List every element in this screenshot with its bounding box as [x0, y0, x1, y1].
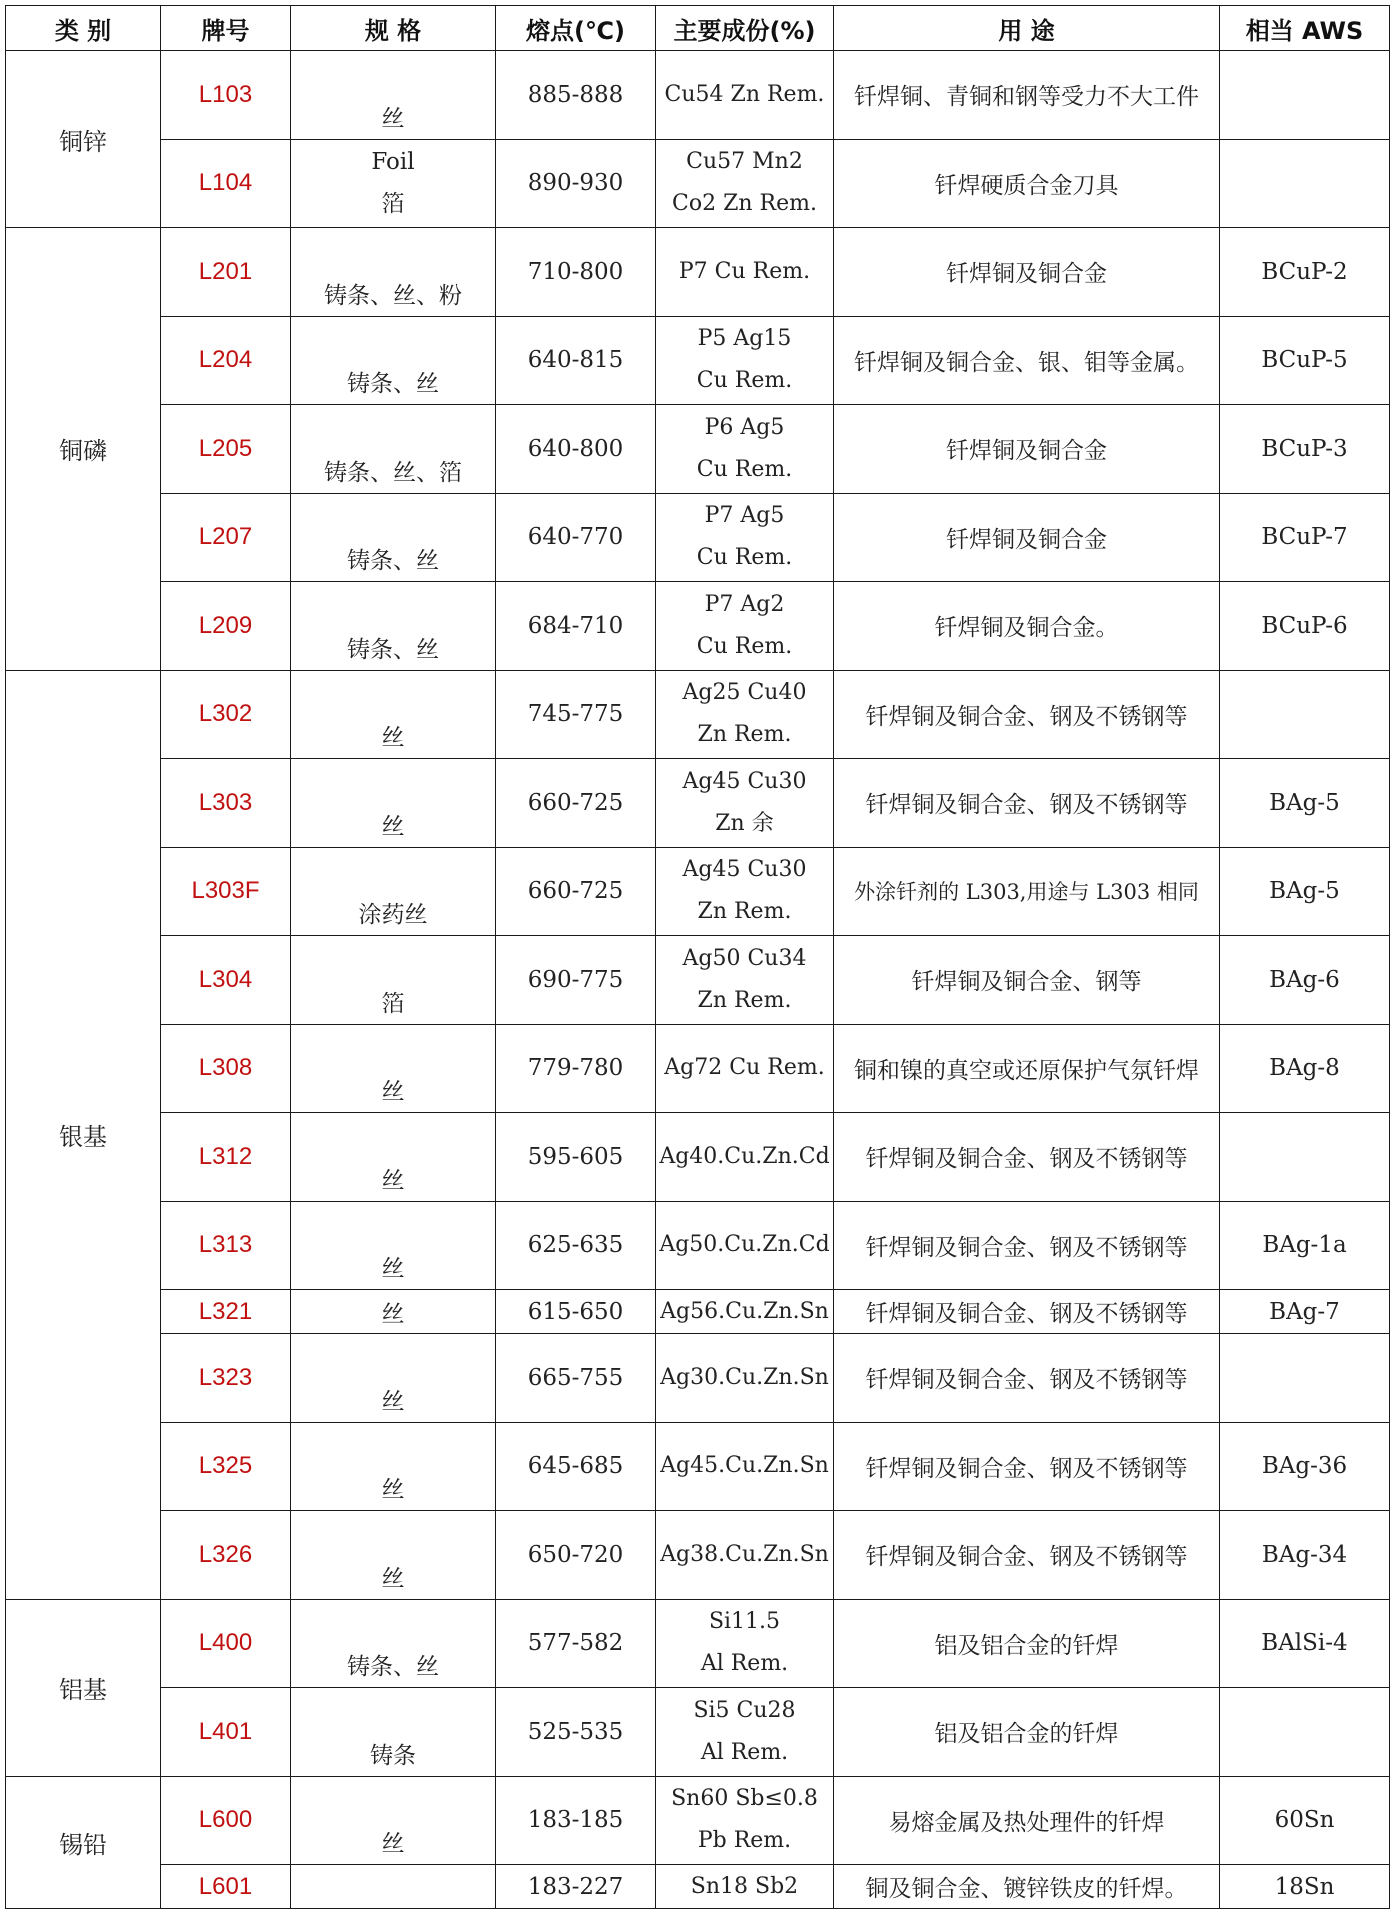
- spec-cell: [291, 51, 496, 140]
- composition-line: Co2 Zn Rem.: [672, 191, 817, 217]
- table-row: [6, 1334, 1390, 1423]
- composition-line: Cu Rem.: [696, 456, 793, 482]
- composition-line: Ag38.Cu.Zn.Sn: [660, 1541, 829, 1567]
- table-row: [6, 1290, 1390, 1334]
- table-row: [6, 1865, 1390, 1909]
- aws-cell: BAg-34: [1220, 1511, 1390, 1600]
- aws-cell: [1220, 139, 1390, 228]
- table-row: [6, 51, 1390, 140]
- grade-cell: L308: [161, 1024, 291, 1113]
- header-melting-point: 熔点(℃): [496, 6, 656, 51]
- composition-line: Sn60 Sb≤0.8: [671, 1786, 818, 1812]
- aws-cell: [1220, 1334, 1390, 1423]
- melting-point-cell: 645-685: [496, 1422, 656, 1511]
- aws-cell: BAg-5: [1220, 759, 1390, 848]
- grade-cell: L201: [161, 228, 291, 317]
- composition-line: Ag45.Cu.Zn.Sn: [660, 1453, 829, 1479]
- table-row: [6, 1422, 1390, 1511]
- usage-cell: 易熔金属及热处理件的钎焊: [834, 1776, 1220, 1865]
- grade-cell: L321: [161, 1290, 291, 1334]
- composition-line: Al Rem.: [700, 1651, 789, 1677]
- category-cell: 铜磷: [6, 228, 161, 671]
- composition-line: Al Rem.: [700, 1739, 789, 1765]
- grade-cell: L104: [161, 139, 291, 228]
- usage-cell: 钎焊铜及铜合金。: [834, 582, 1220, 671]
- spec-cell: [291, 1688, 496, 1777]
- aws-cell: BAg-1a: [1220, 1201, 1390, 1290]
- composition-cell: [656, 582, 834, 671]
- composition-line: P5 Ag15: [697, 326, 792, 352]
- table-row: [6, 228, 1390, 317]
- grade-cell: L325: [161, 1422, 291, 1511]
- usage-cell: 钎焊铜、青铜和钢等受力不大工件: [834, 51, 1220, 140]
- composition-line: Ag45 Cu30: [682, 857, 807, 883]
- header-category: 类 别: [6, 6, 161, 51]
- spec-text: 丝: [381, 1477, 405, 1503]
- spec-cell: [291, 582, 496, 671]
- usage-cell: 钎焊铜及铜合金、钢及不锈钢等: [834, 759, 1220, 848]
- spec-text: 丝: [381, 1256, 405, 1282]
- table-row: [6, 670, 1390, 759]
- composition-line: Cu Rem.: [696, 633, 793, 659]
- composition-line: Cu54 Zn Rem.: [664, 81, 825, 107]
- spec-text: 丝: [381, 813, 405, 840]
- composition-line: Ag40.Cu.Zn.Cd: [659, 1143, 830, 1169]
- composition-cell: [656, 1290, 834, 1334]
- spec-text: 丝: [381, 105, 405, 132]
- composition-line: P7 Cu Rem.: [678, 258, 811, 284]
- grade-cell: L401: [161, 1688, 291, 1777]
- aws-cell: [1220, 670, 1390, 759]
- melting-point-cell: 660-725: [496, 847, 656, 936]
- aws-cell: BAg-8: [1220, 1024, 1390, 1113]
- grade-cell: L209: [161, 582, 291, 671]
- spec-cell: [291, 759, 496, 848]
- table-row: [6, 936, 1390, 1025]
- aws-cell: 18Sn: [1220, 1865, 1390, 1909]
- category-cell: 铝基: [6, 1599, 161, 1776]
- grade-cell: L103: [161, 51, 291, 140]
- aws-cell: 60Sn: [1220, 1776, 1390, 1865]
- composition-cell: [656, 1422, 834, 1511]
- spec-text: [291, 141, 495, 225]
- aws-cell: [1220, 51, 1390, 140]
- composition-cell: [656, 51, 834, 140]
- spec-text: 铸条、丝、箔: [324, 459, 462, 486]
- aws-cell: BCuP-7: [1220, 493, 1390, 582]
- melting-point-cell: 595-605: [496, 1113, 656, 1202]
- composition-cell: [656, 1776, 834, 1865]
- table-row: [6, 582, 1390, 671]
- aws-cell: [1220, 1113, 1390, 1202]
- spec-text: 丝: [381, 1388, 405, 1415]
- table-row: [6, 1201, 1390, 1290]
- header-spec: 规 格: [291, 6, 496, 51]
- usage-cell: 钎焊铜及铜合金、钢及不锈钢等: [834, 670, 1220, 759]
- melting-point-cell: 684-710: [496, 582, 656, 671]
- composition-cell: [656, 936, 834, 1025]
- spec-cell: [291, 670, 496, 759]
- spec-cell: [291, 316, 496, 405]
- melting-point-cell: 525-535: [496, 1688, 656, 1777]
- table-row: [6, 1776, 1390, 1865]
- category-cell: 锡铅: [6, 1776, 161, 1909]
- spec-text: 丝: [381, 1167, 405, 1194]
- composition-line: P7 Ag5: [704, 503, 785, 529]
- spec-cell: [291, 1113, 496, 1202]
- grade-cell: L205: [161, 405, 291, 494]
- melting-point-cell: 183-185: [496, 1776, 656, 1865]
- spec-cell: [291, 493, 496, 582]
- spec-text: 丝: [381, 1301, 405, 1327]
- category-cell: 铜锌: [6, 51, 161, 228]
- usage-cell: 钎焊铜及铜合金: [834, 405, 1220, 494]
- composition-line: Cu Rem.: [696, 545, 793, 571]
- spec-text: 铸条、丝: [347, 636, 439, 663]
- usage-cell: 铝及铝合金的钎焊: [834, 1599, 1220, 1688]
- aws-cell: BCuP-6: [1220, 582, 1390, 671]
- aws-cell: BAg-5: [1220, 847, 1390, 936]
- aws-cell: BCuP-5: [1220, 316, 1390, 405]
- melting-point-cell: 660-725: [496, 759, 656, 848]
- spec-cell: [291, 139, 496, 228]
- usage-cell: 钎焊铜及铜合金、钢及不锈钢等: [834, 1290, 1220, 1334]
- spec-text: 铸条: [370, 1742, 416, 1769]
- grade-cell: L303: [161, 759, 291, 848]
- spec-cell: [291, 1422, 496, 1511]
- spec-text: 丝: [381, 1079, 405, 1105]
- table-row: [6, 493, 1390, 582]
- usage-cell: 钎焊铜及铜合金、银、钼等金属。: [834, 316, 1220, 405]
- grade-cell: L313: [161, 1201, 291, 1290]
- grade-cell: L600: [161, 1776, 291, 1865]
- composition-cell: [656, 405, 834, 494]
- header-row: [6, 6, 1390, 51]
- usage-cell: 钎焊铜及铜合金、钢及不锈钢等: [834, 1113, 1220, 1202]
- composition-cell: [656, 1865, 834, 1909]
- composition-cell: [656, 1688, 834, 1777]
- aws-cell: BAg-7: [1220, 1290, 1390, 1334]
- melting-point-cell: 890-930: [496, 139, 656, 228]
- composition-cell: [656, 228, 834, 317]
- header-composition: 主要成份(%): [656, 6, 834, 51]
- header-grade: 牌号: [161, 6, 291, 51]
- composition-line: Zn Rem.: [697, 899, 792, 925]
- aws-cell: [1220, 1688, 1390, 1777]
- spec-text: 丝: [381, 725, 405, 751]
- spec-cell: [291, 1201, 496, 1290]
- usage-cell: 钎焊硬质合金刀具: [834, 139, 1220, 228]
- composition-cell: [656, 1334, 834, 1423]
- spec-cell: [291, 1290, 496, 1334]
- spec-cell: [291, 936, 496, 1025]
- melting-point-cell: 640-815: [496, 316, 656, 405]
- spec-text: 铸条、丝、粉: [324, 282, 462, 309]
- melting-point-cell: 640-800: [496, 405, 656, 494]
- aws-cell: BAg-36: [1220, 1422, 1390, 1511]
- grade-cell: L312: [161, 1113, 291, 1202]
- spec-text: 铸条、丝: [347, 548, 439, 574]
- grade-cell: L302: [161, 670, 291, 759]
- composition-line: Cu Rem.: [696, 368, 793, 394]
- composition-cell: [656, 139, 834, 228]
- melting-point-cell: 650-720: [496, 1511, 656, 1600]
- spec-cell: [291, 1511, 496, 1600]
- grade-cell: L304: [161, 936, 291, 1025]
- melting-point-cell: 615-650: [496, 1290, 656, 1334]
- spec-cell: [291, 847, 496, 936]
- melting-point-cell: 710-800: [496, 228, 656, 317]
- usage-cell: 钎焊铜及铜合金: [834, 228, 1220, 317]
- composition-cell: [656, 1113, 834, 1202]
- table-row: [6, 316, 1390, 405]
- composition-line: P6 Ag5: [704, 414, 785, 440]
- spec-cell: [291, 1776, 496, 1865]
- table-row: [6, 1024, 1390, 1113]
- spec-text: 铸条、丝: [347, 371, 439, 397]
- composition-cell: [656, 1599, 834, 1688]
- spec-text: 涂药丝: [358, 902, 428, 928]
- composition-line: Cu57 Mn2: [686, 149, 803, 175]
- table-row: [6, 759, 1390, 848]
- melting-point-cell: 745-775: [496, 670, 656, 759]
- composition-line: Ag50.Cu.Zn.Cd: [659, 1232, 830, 1258]
- solder-spec-table: [5, 5, 1390, 1909]
- header-usage: 用 途: [834, 6, 1220, 51]
- melting-point-cell: 625-635: [496, 1201, 656, 1290]
- spec-text: 箔: [381, 990, 405, 1017]
- table-row: [6, 847, 1390, 936]
- aws-cell: BAlSi-4: [1220, 1599, 1390, 1688]
- spec-text: 丝: [381, 1565, 405, 1592]
- usage-cell: 钎焊铜及铜合金、钢及不锈钢等: [834, 1422, 1220, 1511]
- spec-cell: [291, 1334, 496, 1423]
- melting-point-cell: 665-755: [496, 1334, 656, 1423]
- composition-line: Zn 余: [715, 810, 774, 836]
- composition-line: P7 Ag2: [704, 591, 785, 617]
- category-cell: 银基: [6, 670, 161, 1599]
- grade-cell: L326: [161, 1511, 291, 1600]
- aws-cell: BAg-6: [1220, 936, 1390, 1025]
- grade-cell: L207: [161, 493, 291, 582]
- usage-cell: 钎焊铜及铜合金、钢等: [834, 936, 1220, 1025]
- table-row: [6, 1511, 1390, 1600]
- composition-cell: [656, 759, 834, 848]
- composition-line: Sn18 Sb2: [690, 1873, 799, 1899]
- usage-cell: 钎焊铜及铜合金、钢及不锈钢等: [834, 1201, 1220, 1290]
- spec-line: Foil: [371, 149, 415, 176]
- composition-line: Ag25 Cu40: [682, 680, 807, 706]
- grade-cell: L601: [161, 1865, 291, 1909]
- table-row: [6, 139, 1390, 228]
- composition-line: Ag50 Cu34: [682, 945, 807, 971]
- spec-cell: [291, 1599, 496, 1688]
- spec-text: 丝: [381, 1831, 405, 1857]
- spec-cell: [291, 1865, 496, 1909]
- header-aws: 相当 AWS: [1220, 6, 1390, 51]
- spec-cell: [291, 228, 496, 317]
- melting-point-cell: 885-888: [496, 51, 656, 140]
- melting-point-cell: 779-780: [496, 1024, 656, 1113]
- composition-line: Si11.5: [708, 1609, 781, 1635]
- usage-cell: 铜及铜合金、镀锌铁皮的钎焊。: [834, 1865, 1220, 1909]
- grade-cell: L204: [161, 316, 291, 405]
- usage-cell: 铜和镍的真空或还原保护气氛钎焊: [834, 1024, 1220, 1113]
- melting-point-cell: 577-582: [496, 1599, 656, 1688]
- grade-cell: L323: [161, 1334, 291, 1423]
- composition-line: Si5 Cu28: [693, 1697, 796, 1723]
- composition-cell: [656, 1024, 834, 1113]
- table-row: [6, 1599, 1390, 1688]
- solder-spec-page: [5, 5, 1390, 1909]
- composition-cell: [656, 847, 834, 936]
- composition-cell: [656, 1201, 834, 1290]
- grade-cell: L303F: [161, 847, 291, 936]
- spec-text: 铸条、丝: [347, 1654, 439, 1680]
- spec-line: 箔: [381, 191, 405, 218]
- spec-cell: [291, 405, 496, 494]
- composition-cell: [656, 1511, 834, 1600]
- composition-line: Zn Rem.: [697, 722, 792, 748]
- usage-cell: 钎焊铜及铜合金: [834, 493, 1220, 582]
- aws-cell: BCuP-3: [1220, 405, 1390, 494]
- table-row: [6, 1113, 1390, 1202]
- melting-point-cell: 640-770: [496, 493, 656, 582]
- usage-cell: 钎焊铜及铜合金、钢及不锈钢等: [834, 1334, 1220, 1423]
- usage-cell: 钎焊铜及铜合金、钢及不锈钢等: [834, 1511, 1220, 1600]
- composition-line: Ag56.Cu.Zn.Sn: [660, 1298, 829, 1324]
- composition-line: Ag45 Cu30: [682, 768, 807, 794]
- usage-cell: 外涂钎剂的 L303,用途与 L303 相同: [834, 847, 1220, 936]
- grade-cell: L400: [161, 1599, 291, 1688]
- usage-cell: 铝及铝合金的钎焊: [834, 1688, 1220, 1777]
- table-row: [6, 1688, 1390, 1777]
- spec-cell: [291, 1024, 496, 1113]
- composition-cell: [656, 670, 834, 759]
- composition-line: Ag30.Cu.Zn.Sn: [660, 1364, 829, 1390]
- melting-point-cell: 690-775: [496, 936, 656, 1025]
- table-row: [6, 405, 1390, 494]
- composition-line: Pb Rem.: [697, 1828, 792, 1854]
- composition-cell: [656, 316, 834, 405]
- aws-cell: BCuP-2: [1220, 228, 1390, 317]
- composition-line: Zn Rem.: [697, 987, 792, 1013]
- melting-point-cell: 183-227: [496, 1865, 656, 1909]
- composition-line: Ag72 Cu Rem.: [664, 1055, 825, 1081]
- composition-cell: [656, 493, 834, 582]
